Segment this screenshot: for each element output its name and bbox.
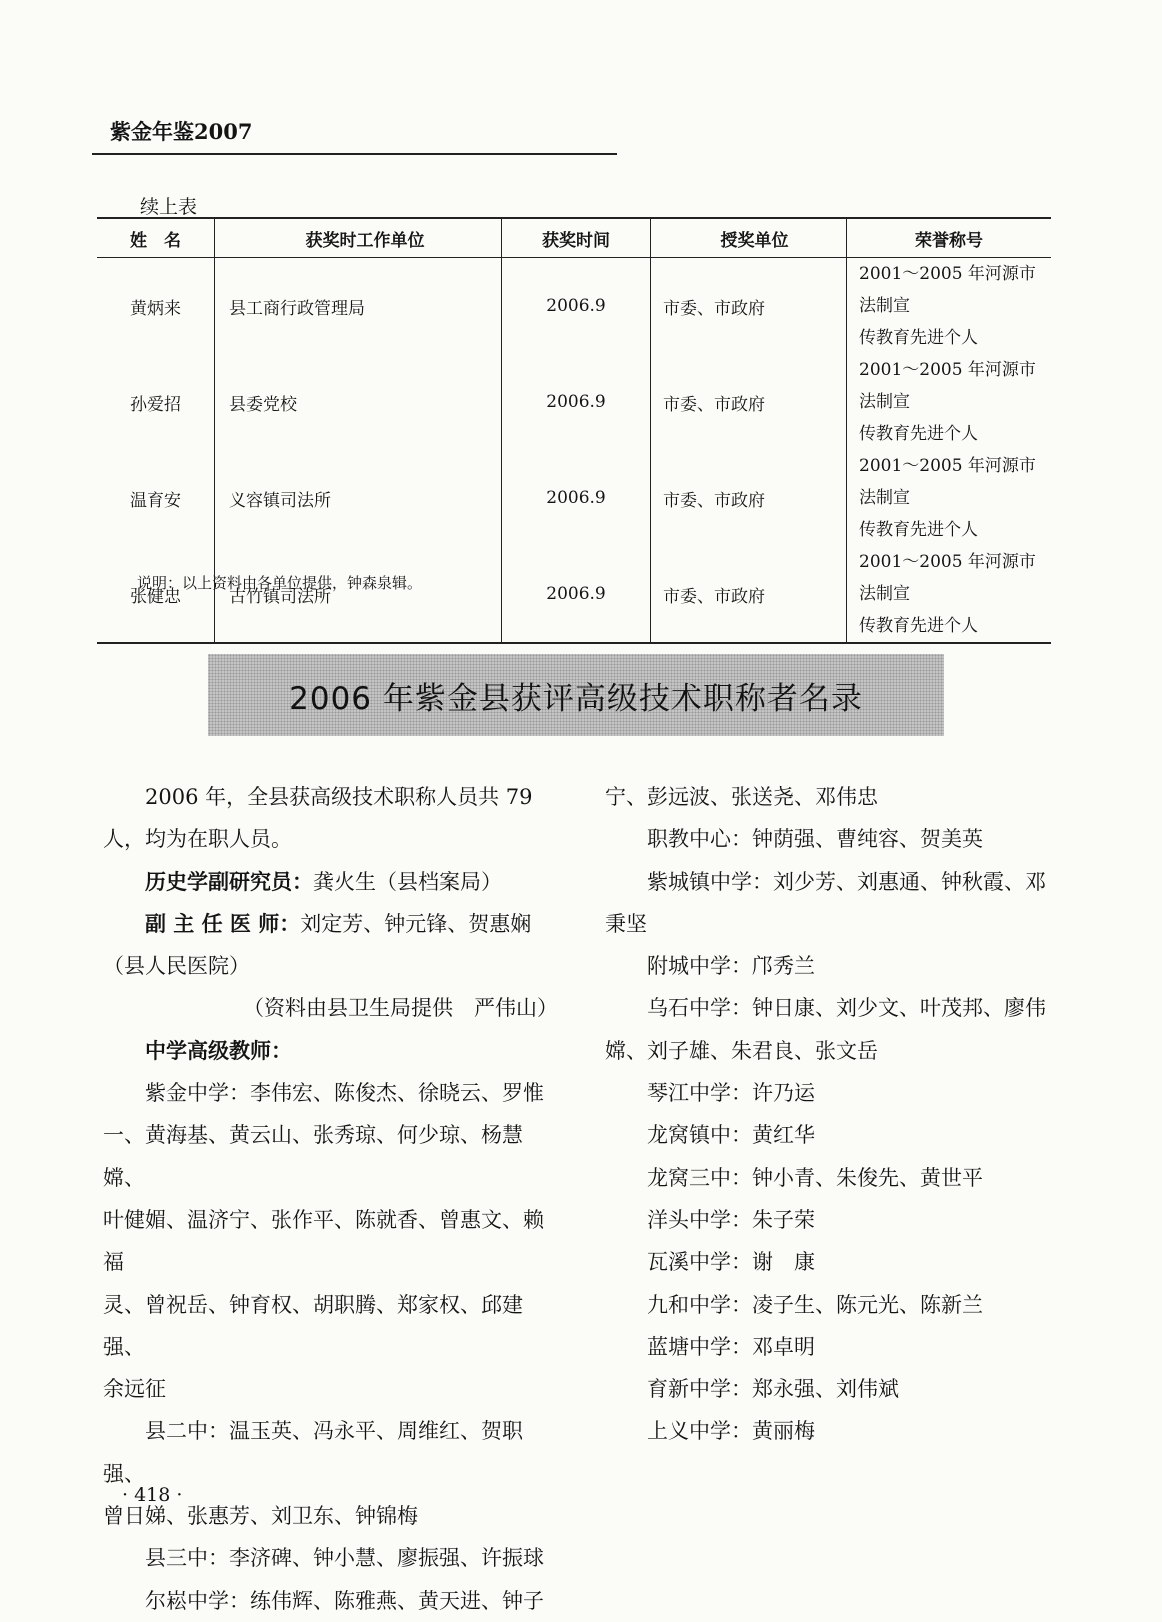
school-entry-line: 洋头中学：朱子荣 [647,1207,815,1232]
cell-name: 黄炳来 [130,298,181,319]
history-names: 龚火生（县档案局） [313,869,502,894]
school-entry-line: 龙窝镇中：黄红华 [647,1123,815,1148]
cell-honor-title [847,258,1052,355]
school-entry-line: 职教中心：钟荫强、曹纯容、贺美英 [647,827,983,852]
intro-line: 2006 年，全县获高级技术职称人员共 79 [145,785,533,809]
doctor-label: 副 主 任 医 师： [145,910,301,936]
honor-line-2: 传教育先进个人 [859,328,978,348]
column-header-org: 授奖单位 [651,218,847,258]
school-entry-line: 余远征 [103,1377,166,1402]
school-entry-line: 灵、曾祝岳、钟育权、胡职腾、郑家权、邱建强、 [103,1292,523,1359]
table-source-note: 说明：以上资料由各单位提供，钟森泉辑。 [137,574,423,592]
intro-line: 人，均为在职人员。 [103,827,292,852]
section-title: 2006 年紫金县获评高级技术职称者名录 [289,680,863,717]
column-header-unit: 获奖时工作单位 [215,218,502,258]
history-label: 历史学副研究员： [145,868,313,894]
honor-line-1: 2001～2005 年河源市法制宣 [859,264,1036,316]
table-row [97,258,1051,355]
school-entry-line: 蓝塘中学：邓卓明 [647,1334,815,1359]
school-entry-line: 秉坚 [605,911,647,936]
doctor-entry-cont: （县人民医院） [103,954,250,979]
school-entry-line: 龙窝三中：钟小青、朱俊先、黄世平 [647,1165,983,1190]
doctor-names: 刘定芳、钟元锋、贺惠娴 [300,911,532,936]
column-header-time: 获奖时间 [502,218,651,258]
cell-name: 孙爱招 [130,394,181,415]
school-entry-line: 尔崧中学：练伟辉、陈雅燕、黄天进、钟子 [145,1588,544,1613]
table-header-row [97,218,1051,258]
cell-time: 2006.9 [502,450,651,546]
school-entry-line: 宁、彭远波、张送尧、邓伟忠 [605,785,878,809]
cell-unit: 义容镇司法所 [215,450,502,546]
honor-line-2: 传教育先进个人 [859,520,978,540]
history-entry [103,861,563,903]
honor-line-2: 传教育先进个人 [859,424,978,444]
page-number: · 418 · [122,1484,183,1506]
cell-org: 市委、市政府 [651,546,847,643]
school-entry-line: 上义中学：黄丽梅 [647,1419,815,1444]
cell-unit: 古竹镇司法所 [215,546,502,643]
cell-name: 张健忠 [97,546,215,643]
yearbook-header-title: 紫金年鉴2007 [110,119,253,144]
school-entry-line: 乌石中学：钟日康、刘少文、叶茂邦、廖伟 [647,996,1046,1021]
source-note: （资料由县卫生局提供 严伟山） [243,996,558,1021]
school-entry-line: 紫城镇中学：刘少芳、刘惠通、钟秋霞、邓 [647,869,1046,894]
school-entry-line: 嫦、刘子雄、朱君良、张文岳 [605,1038,878,1063]
table-row [97,354,1051,450]
table-row [97,450,1051,546]
column-header-name: 姓 名 [97,218,215,258]
cell-name: 温育安 [130,490,181,511]
right-column [605,776,1060,1453]
teacher-heading: 中学高级教师： [145,1037,292,1063]
section-title-banner [208,654,944,736]
cell-time: 2006.9 [502,258,651,355]
cell-unit: 县工商行政管理局 [215,258,502,355]
school-entry-line: 曾日娣、张惠芳、刘卫东、钟锦梅 [103,1504,418,1529]
school-entry-line: 县三中：李济碑、钟小慧、廖振强、许振球 [145,1546,544,1571]
school-entry-line: 叶健媚、温济宁、张作平、陈就香、曾惠文、赖福 [103,1207,544,1275]
header-rule [92,153,617,155]
school-entry-line: 育新中学：郑永强、刘伟斌 [647,1377,899,1402]
school-entry-line: 瓦溪中学：谢 康 [647,1250,815,1275]
school-entry-line: 紫金中学：李伟宏、陈俊杰、徐晓云、罗惟 [145,1081,544,1106]
cell-org: 市委、市政府 [651,354,847,450]
school-entry-line: 附城中学：邝秀兰 [647,954,815,979]
cell-time: 2006.9 [502,354,651,450]
school-entry-line: 县二中：温玉英、冯永平、周维红、贺职强、 [103,1419,523,1486]
cell-honor-title [847,354,1052,450]
school-entry-line: 琴江中学：许乃运 [647,1081,815,1106]
honor-line-1: 2001～2005 年河源市法制宣 [859,552,1036,604]
cell-honor-title [847,546,1052,643]
cell-honor-title [847,450,1052,546]
table-row [97,546,1051,643]
school-entry-line: 一、黄海基、黄云山、张秀琼、何少琼、杨慧嫦、 [103,1123,523,1190]
school-entry-line: 九和中学：凌子生、陈元光、陈新兰 [647,1292,983,1317]
honor-line-2: 传教育先进个人 [859,616,978,636]
cell-org: 市委、市政府 [651,258,847,355]
table-continued-label: 续上表 [140,196,198,218]
doctor-entry [103,903,563,945]
cell-org: 市委、市政府 [651,450,847,546]
honor-line-1: 2001～2005 年河源市法制宣 [859,456,1036,508]
cell-unit: 县委党校 [215,354,502,450]
honor-line-1: 2001～2005 年河源市法制宣 [859,360,1036,412]
column-header-title: 荣誉称号 [847,218,1052,258]
cell-time: 2006.9 [502,546,651,643]
